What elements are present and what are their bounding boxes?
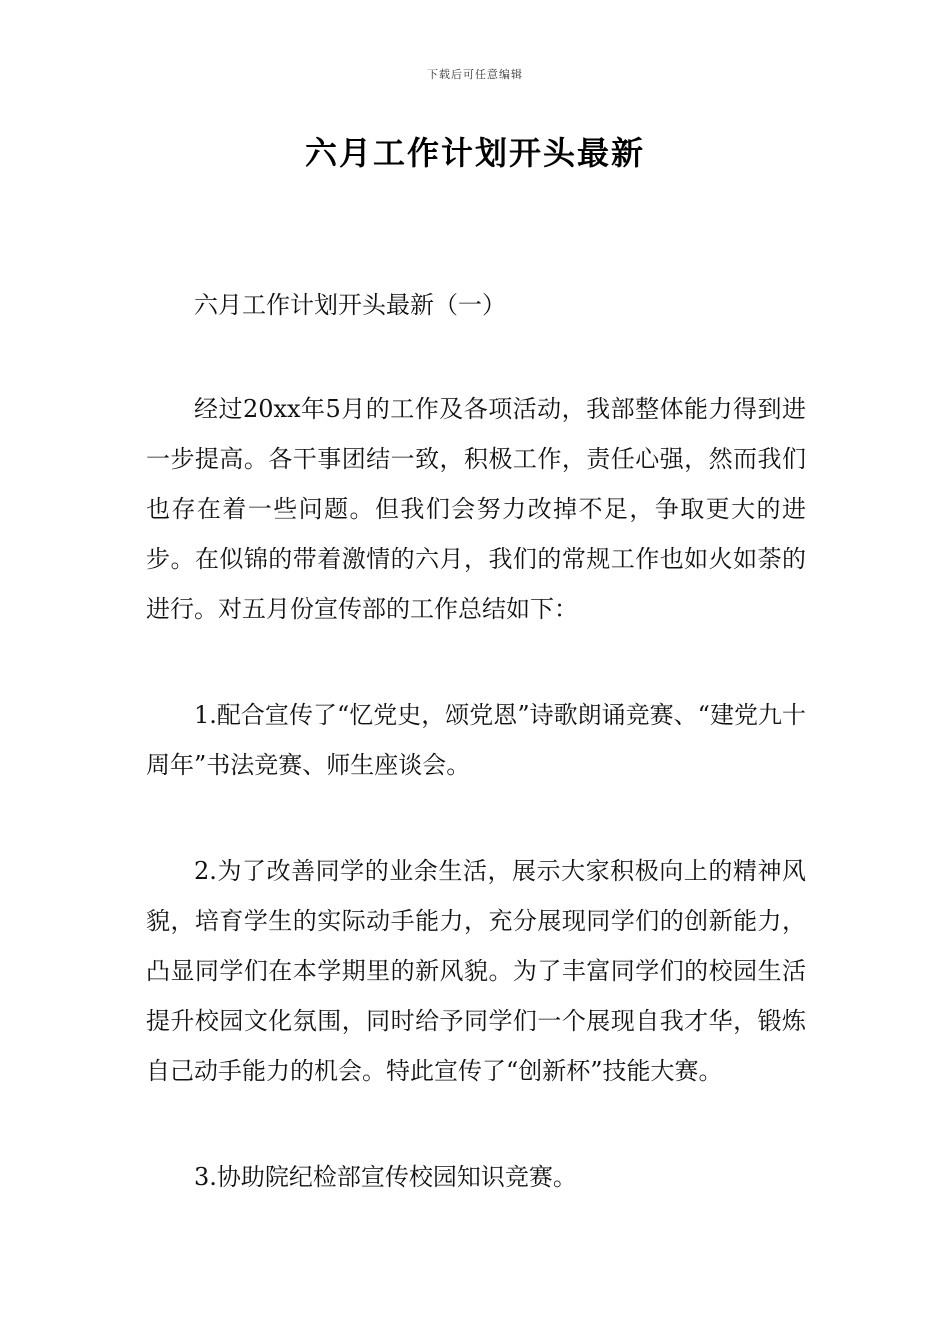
section-subtitle: 六月工作计划开头最新（一） — [194, 291, 506, 319]
list-item-3: 3.协助院纪检部宣传校园知识竞赛。 — [194, 1163, 577, 1191]
document-body — [146, 280, 806, 1202]
document-title: 六月工作计划开头最新 — [304, 134, 645, 172]
list-item-1: 1.配合宣传了“忆党史，颂党恩”诗歌朗诵竞赛、“建党九十周年”书法竞赛、师生座谈会。 — [146, 701, 806, 779]
intro-paragraph: 经过20xx年5月的工作及各项活动，我部整体能力得到进一步提高。各干事团结一致，积极工作，责任心强，然而我们也存在着一些问题。但我们会努力改掉不足，争取更大的进步。在似锦的带着激情的六月，我们的常规工作也如火如荼的进行。对五月份宣传部的工作总结如下： — [146, 395, 806, 623]
list-item-2: 2.为了改善同学的业余生活，展示大家积极向上的精神风貌，培育学生的实际动手能力，充分展现同学们的创新能力，凸显同学们在本学期里的新风貌。为了丰富同学们的校园生活提升校园文化氛围，同时给予同学们一个展现自我才华，锻炼自己动手能力的机会。特此宣传了“创新杯”技能大赛。 — [146, 857, 806, 1085]
header-note: 下载后可任意编辑 — [427, 68, 523, 81]
